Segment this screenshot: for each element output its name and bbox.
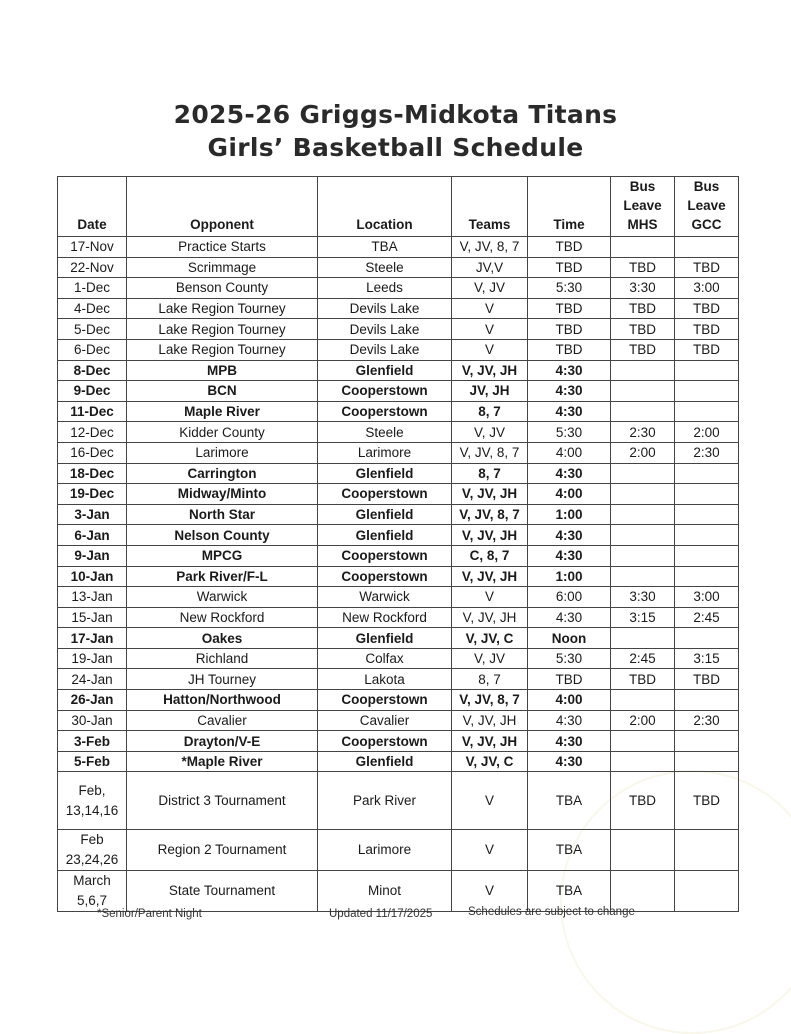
cell-bus-gcc xyxy=(675,545,739,566)
cell-location: Glenfield xyxy=(318,504,452,525)
cell-time: 4:30 xyxy=(528,360,611,381)
cell-location: Cooperstown xyxy=(318,545,452,566)
cell-teams: V, JV, JH xyxy=(452,710,528,731)
cell-date: 12-Dec xyxy=(58,422,127,443)
cell-location: Larimore xyxy=(318,830,452,871)
cell-time: TBA xyxy=(528,830,611,871)
cell-date: 10-Jan xyxy=(58,566,127,587)
cell-bus-mhs: 2:00 xyxy=(611,710,675,731)
cell-time: TBD xyxy=(528,257,611,278)
col-header-bus-gcc: Bus Leave GCC xyxy=(675,177,739,237)
cell-time: 1:00 xyxy=(528,504,611,525)
cell-opponent: Lake Region Tourney xyxy=(127,319,318,340)
cell-opponent: Carrington xyxy=(127,463,318,484)
cell-bus-gcc xyxy=(675,751,739,772)
cell-bus-gcc: 2:30 xyxy=(675,710,739,731)
cell-location: Cavalier xyxy=(318,710,452,731)
cell-bus-gcc: 2:45 xyxy=(675,607,739,628)
cell-opponent: Richland xyxy=(127,648,318,669)
cell-date: 26-Jan xyxy=(58,690,127,711)
table-row xyxy=(58,566,739,587)
table-row xyxy=(58,525,739,546)
cell-location: Lakota xyxy=(318,669,452,690)
cell-bus-gcc xyxy=(675,628,739,649)
table-row xyxy=(58,237,739,258)
cell-bus-gcc: 3:00 xyxy=(675,587,739,608)
cell-teams: V, JV, 8, 7 xyxy=(452,690,528,711)
cell-bus-gcc xyxy=(675,525,739,546)
cell-bus-mhs: TBD xyxy=(611,339,675,360)
cell-teams: V, JV xyxy=(452,648,528,669)
table-row xyxy=(58,607,739,628)
cell-bus-gcc xyxy=(675,830,739,871)
cell-time: 4:30 xyxy=(528,607,611,628)
cell-time: 4:30 xyxy=(528,381,611,402)
cell-bus-mhs: TBD xyxy=(611,257,675,278)
cell-time: 4:30 xyxy=(528,731,611,752)
cell-opponent: *Maple River xyxy=(127,751,318,772)
table-row xyxy=(58,339,739,360)
col-header-location: Location xyxy=(318,177,452,237)
cell-location: Minot xyxy=(318,871,452,912)
cell-bus-gcc: TBD xyxy=(675,298,739,319)
cell-opponent: Cavalier xyxy=(127,710,318,731)
cell-opponent: Kidder County xyxy=(127,422,318,443)
cell-bus-mhs: TBD xyxy=(611,319,675,340)
cell-opponent: Drayton/V-E xyxy=(127,731,318,752)
header-row xyxy=(58,177,739,237)
cell-opponent: Maple River xyxy=(127,401,318,422)
cell-opponent: Hatton/Northwood xyxy=(127,690,318,711)
cell-date: 3-Feb xyxy=(58,731,127,752)
cell-bus-mhs xyxy=(611,360,675,381)
cell-teams: V, JV, 8, 7 xyxy=(452,442,528,463)
cell-date: 17-Jan xyxy=(58,628,127,649)
cell-opponent: JH Tourney xyxy=(127,669,318,690)
table-row xyxy=(58,690,739,711)
cell-teams: V, JV xyxy=(452,422,528,443)
cell-date: 18-Dec xyxy=(58,463,127,484)
cell-bus-mhs xyxy=(611,545,675,566)
cell-teams: JV, JH xyxy=(452,381,528,402)
cell-time: 4:30 xyxy=(528,751,611,772)
schedule-table xyxy=(57,176,739,912)
cell-opponent: Nelson County xyxy=(127,525,318,546)
cell-bus-gcc xyxy=(675,401,739,422)
title-line-2: Girls’ Basketball Schedule xyxy=(207,133,584,162)
cell-opponent: Scrimmage xyxy=(127,257,318,278)
cell-time: 4:30 xyxy=(528,525,611,546)
cell-date: 19-Dec xyxy=(58,484,127,505)
cell-opponent: Oakes xyxy=(127,628,318,649)
cell-bus-mhs: TBD xyxy=(611,669,675,690)
cell-location: Warwick xyxy=(318,587,452,608)
cell-opponent: Lake Region Tourney xyxy=(127,298,318,319)
cell-opponent: MPB xyxy=(127,360,318,381)
cell-teams: V, JV, JH xyxy=(452,525,528,546)
cell-opponent: Lake Region Tourney xyxy=(127,339,318,360)
cell-opponent: Practice Starts xyxy=(127,237,318,258)
cell-location: Glenfield xyxy=(318,751,452,772)
table-row xyxy=(58,401,739,422)
cell-date: 9-Dec xyxy=(58,381,127,402)
cell-teams: V xyxy=(452,339,528,360)
cell-location: Devils Lake xyxy=(318,298,452,319)
cell-date: 9-Jan xyxy=(58,545,127,566)
cell-date: 6-Dec xyxy=(58,339,127,360)
cell-date: 24-Jan xyxy=(58,669,127,690)
cell-time: TBD xyxy=(528,669,611,690)
table-row xyxy=(58,257,739,278)
cell-date: 1-Dec xyxy=(58,278,127,299)
title-line-1: 2025-26 Griggs-Midkota Titans xyxy=(173,100,618,129)
table-row xyxy=(58,381,739,402)
col-header-opponent: Opponent xyxy=(127,177,318,237)
cell-bus-mhs: 3:30 xyxy=(611,278,675,299)
cell-bus-gcc: 3:00 xyxy=(675,278,739,299)
tournament-row xyxy=(58,772,739,830)
cell-bus-gcc: 2:30 xyxy=(675,442,739,463)
cell-location: Glenfield xyxy=(318,360,452,381)
cell-bus-mhs xyxy=(611,566,675,587)
cell-teams: V, JV, JH xyxy=(452,607,528,628)
cell-bus-gcc xyxy=(675,463,739,484)
cell-bus-gcc xyxy=(675,360,739,381)
cell-date: 5-Feb xyxy=(58,751,127,772)
cell-opponent: Midway/Minto xyxy=(127,484,318,505)
cell-time: 4:00 xyxy=(528,442,611,463)
cell-date: March 5,6,7 xyxy=(58,871,127,912)
cell-location: Steele xyxy=(318,257,452,278)
tournament-row xyxy=(58,871,739,912)
cell-teams: V, JV xyxy=(452,278,528,299)
cell-opponent: BCN xyxy=(127,381,318,402)
cell-opponent: Warwick xyxy=(127,587,318,608)
cell-bus-mhs: 2:30 xyxy=(611,422,675,443)
cell-time: TBD xyxy=(528,339,611,360)
cell-bus-mhs xyxy=(611,690,675,711)
cell-bus-mhs: TBD xyxy=(611,298,675,319)
cell-location: TBA xyxy=(318,237,452,258)
cell-time: 4:30 xyxy=(528,463,611,484)
table-row xyxy=(58,463,739,484)
cell-location: Cooperstown xyxy=(318,381,452,402)
table-row xyxy=(58,278,739,299)
cell-bus-mhs xyxy=(611,463,675,484)
cell-bus-mhs xyxy=(611,731,675,752)
cell-date: Feb, 13,14,16 xyxy=(58,772,127,830)
cell-bus-gcc xyxy=(675,566,739,587)
cell-location: Cooperstown xyxy=(318,731,452,752)
cell-date: 30-Jan xyxy=(58,710,127,731)
cell-teams: 8, 7 xyxy=(452,463,528,484)
cell-bus-mhs xyxy=(611,401,675,422)
cell-date: 13-Jan xyxy=(58,587,127,608)
cell-location: Leeds xyxy=(318,278,452,299)
cell-date: 15-Jan xyxy=(58,607,127,628)
table-row xyxy=(58,731,739,752)
cell-location: Glenfield xyxy=(318,525,452,546)
cell-teams: V, JV, JH xyxy=(452,484,528,505)
cell-location: Devils Lake xyxy=(318,319,452,340)
cell-teams: V xyxy=(452,772,528,830)
cell-date: 17-Nov xyxy=(58,237,127,258)
cell-time: 1:00 xyxy=(528,566,611,587)
cell-teams: V, JV, C xyxy=(452,751,528,772)
cell-bus-mhs: 2:00 xyxy=(611,442,675,463)
cell-time: 5:30 xyxy=(528,422,611,443)
cell-bus-gcc: TBD xyxy=(675,339,739,360)
cell-bus-gcc xyxy=(675,731,739,752)
cell-time: TBD xyxy=(528,298,611,319)
cell-location: New Rockford xyxy=(318,607,452,628)
cell-bus-mhs xyxy=(611,504,675,525)
cell-teams: V, JV, JH xyxy=(452,731,528,752)
table-row xyxy=(58,484,739,505)
cell-time: TBA xyxy=(528,871,611,912)
cell-location: Colfax xyxy=(318,648,452,669)
cell-date: 19-Jan xyxy=(58,648,127,669)
cell-location: Cooperstown xyxy=(318,484,452,505)
cell-teams: V xyxy=(452,298,528,319)
cell-teams: C, 8, 7 xyxy=(452,545,528,566)
col-header-time: Time xyxy=(528,177,611,237)
cell-teams: 8, 7 xyxy=(452,669,528,690)
table-row xyxy=(58,442,739,463)
page-title xyxy=(0,98,791,164)
table-row xyxy=(58,587,739,608)
cell-location: Steele xyxy=(318,422,452,443)
cell-location: Devils Lake xyxy=(318,339,452,360)
cell-time: 6:00 xyxy=(528,587,611,608)
cell-teams: V xyxy=(452,871,528,912)
table-row xyxy=(58,422,739,443)
tournament-row xyxy=(58,830,739,871)
cell-bus-mhs: 3:30 xyxy=(611,587,675,608)
cell-opponent: Benson County xyxy=(127,278,318,299)
cell-bus-gcc xyxy=(675,237,739,258)
table-row xyxy=(58,298,739,319)
cell-teams: V xyxy=(452,319,528,340)
cell-teams: V xyxy=(452,830,528,871)
cell-bus-mhs xyxy=(611,525,675,546)
cell-teams: V, JV, 8, 7 xyxy=(452,237,528,258)
cell-teams: JV,V xyxy=(452,257,528,278)
cell-bus-gcc: TBD xyxy=(675,669,739,690)
cell-opponent: Region 2 Tournament xyxy=(127,830,318,871)
cell-time: 4:00 xyxy=(528,690,611,711)
cell-time: 5:30 xyxy=(528,278,611,299)
cell-time: 4:30 xyxy=(528,401,611,422)
schedule-body xyxy=(58,237,739,912)
cell-bus-mhs xyxy=(611,484,675,505)
cell-time: 4:00 xyxy=(528,484,611,505)
cell-bus-mhs xyxy=(611,830,675,871)
cell-location: Park River xyxy=(318,772,452,830)
cell-teams: V, JV, 8, 7 xyxy=(452,504,528,525)
cell-teams: V, JV, JH xyxy=(452,566,528,587)
cell-date: 11-Dec xyxy=(58,401,127,422)
footer-note: *Senior/Parent Night xyxy=(97,908,202,920)
cell-location: Cooperstown xyxy=(318,401,452,422)
footer-disclaimer: Schedules are subject to change xyxy=(468,906,635,918)
cell-bus-gcc: TBD xyxy=(675,257,739,278)
table-row xyxy=(58,628,739,649)
table-row xyxy=(58,648,739,669)
cell-bus-gcc xyxy=(675,871,739,912)
cell-opponent: North Star xyxy=(127,504,318,525)
cell-date: 5-Dec xyxy=(58,319,127,340)
cell-time: TBA xyxy=(528,772,611,830)
cell-opponent: State Tournament xyxy=(127,871,318,912)
cell-time: TBD xyxy=(528,237,611,258)
cell-bus-gcc: 2:00 xyxy=(675,422,739,443)
cell-time: 4:30 xyxy=(528,710,611,731)
cell-teams: 8, 7 xyxy=(452,401,528,422)
cell-time: 4:30 xyxy=(528,545,611,566)
cell-bus-gcc xyxy=(675,504,739,525)
cell-teams: V, JV, JH xyxy=(452,360,528,381)
cell-date: Feb 23,24,26 xyxy=(58,830,127,871)
table-row xyxy=(58,751,739,772)
cell-bus-mhs xyxy=(611,628,675,649)
cell-opponent: New Rockford xyxy=(127,607,318,628)
cell-opponent: District 3 Tournament xyxy=(127,772,318,830)
cell-opponent: Larimore xyxy=(127,442,318,463)
cell-bus-gcc: TBD xyxy=(675,772,739,830)
col-header-bus-mhs: Bus Leave MHS xyxy=(611,177,675,237)
cell-time: 5:30 xyxy=(528,648,611,669)
table-row xyxy=(58,545,739,566)
cell-date: 16-Dec xyxy=(58,442,127,463)
cell-teams: V, JV, C xyxy=(452,628,528,649)
cell-bus-gcc: TBD xyxy=(675,319,739,340)
cell-date: 8-Dec xyxy=(58,360,127,381)
cell-date: 6-Jan xyxy=(58,525,127,546)
cell-location: Cooperstown xyxy=(318,690,452,711)
cell-location: Cooperstown xyxy=(318,566,452,587)
cell-date: 22-Nov xyxy=(58,257,127,278)
cell-time: TBD xyxy=(528,319,611,340)
cell-date: 4-Dec xyxy=(58,298,127,319)
cell-bus-gcc xyxy=(675,484,739,505)
cell-bus-gcc xyxy=(675,381,739,402)
cell-location: Glenfield xyxy=(318,463,452,484)
cell-date: 3-Jan xyxy=(58,504,127,525)
cell-bus-mhs: 3:15 xyxy=(611,607,675,628)
cell-bus-mhs xyxy=(611,381,675,402)
cell-time: Noon xyxy=(528,628,611,649)
col-header-date: Date xyxy=(58,177,127,237)
cell-bus-mhs: TBD xyxy=(611,772,675,830)
table-row xyxy=(58,360,739,381)
col-header-teams: Teams xyxy=(452,177,528,237)
cell-opponent: MPCG xyxy=(127,545,318,566)
cell-location: Larimore xyxy=(318,442,452,463)
cell-opponent: Park River/F-L xyxy=(127,566,318,587)
cell-bus-gcc: 3:15 xyxy=(675,648,739,669)
cell-bus-gcc xyxy=(675,690,739,711)
cell-location: Glenfield xyxy=(318,628,452,649)
footer-updated: Updated 11/17/2025 xyxy=(329,908,433,920)
cell-bus-mhs xyxy=(611,751,675,772)
table-row xyxy=(58,319,739,340)
table-row xyxy=(58,669,739,690)
cell-bus-mhs xyxy=(611,237,675,258)
cell-bus-mhs: 2:45 xyxy=(611,648,675,669)
cell-teams: V xyxy=(452,587,528,608)
table-row xyxy=(58,504,739,525)
table-row xyxy=(58,710,739,731)
